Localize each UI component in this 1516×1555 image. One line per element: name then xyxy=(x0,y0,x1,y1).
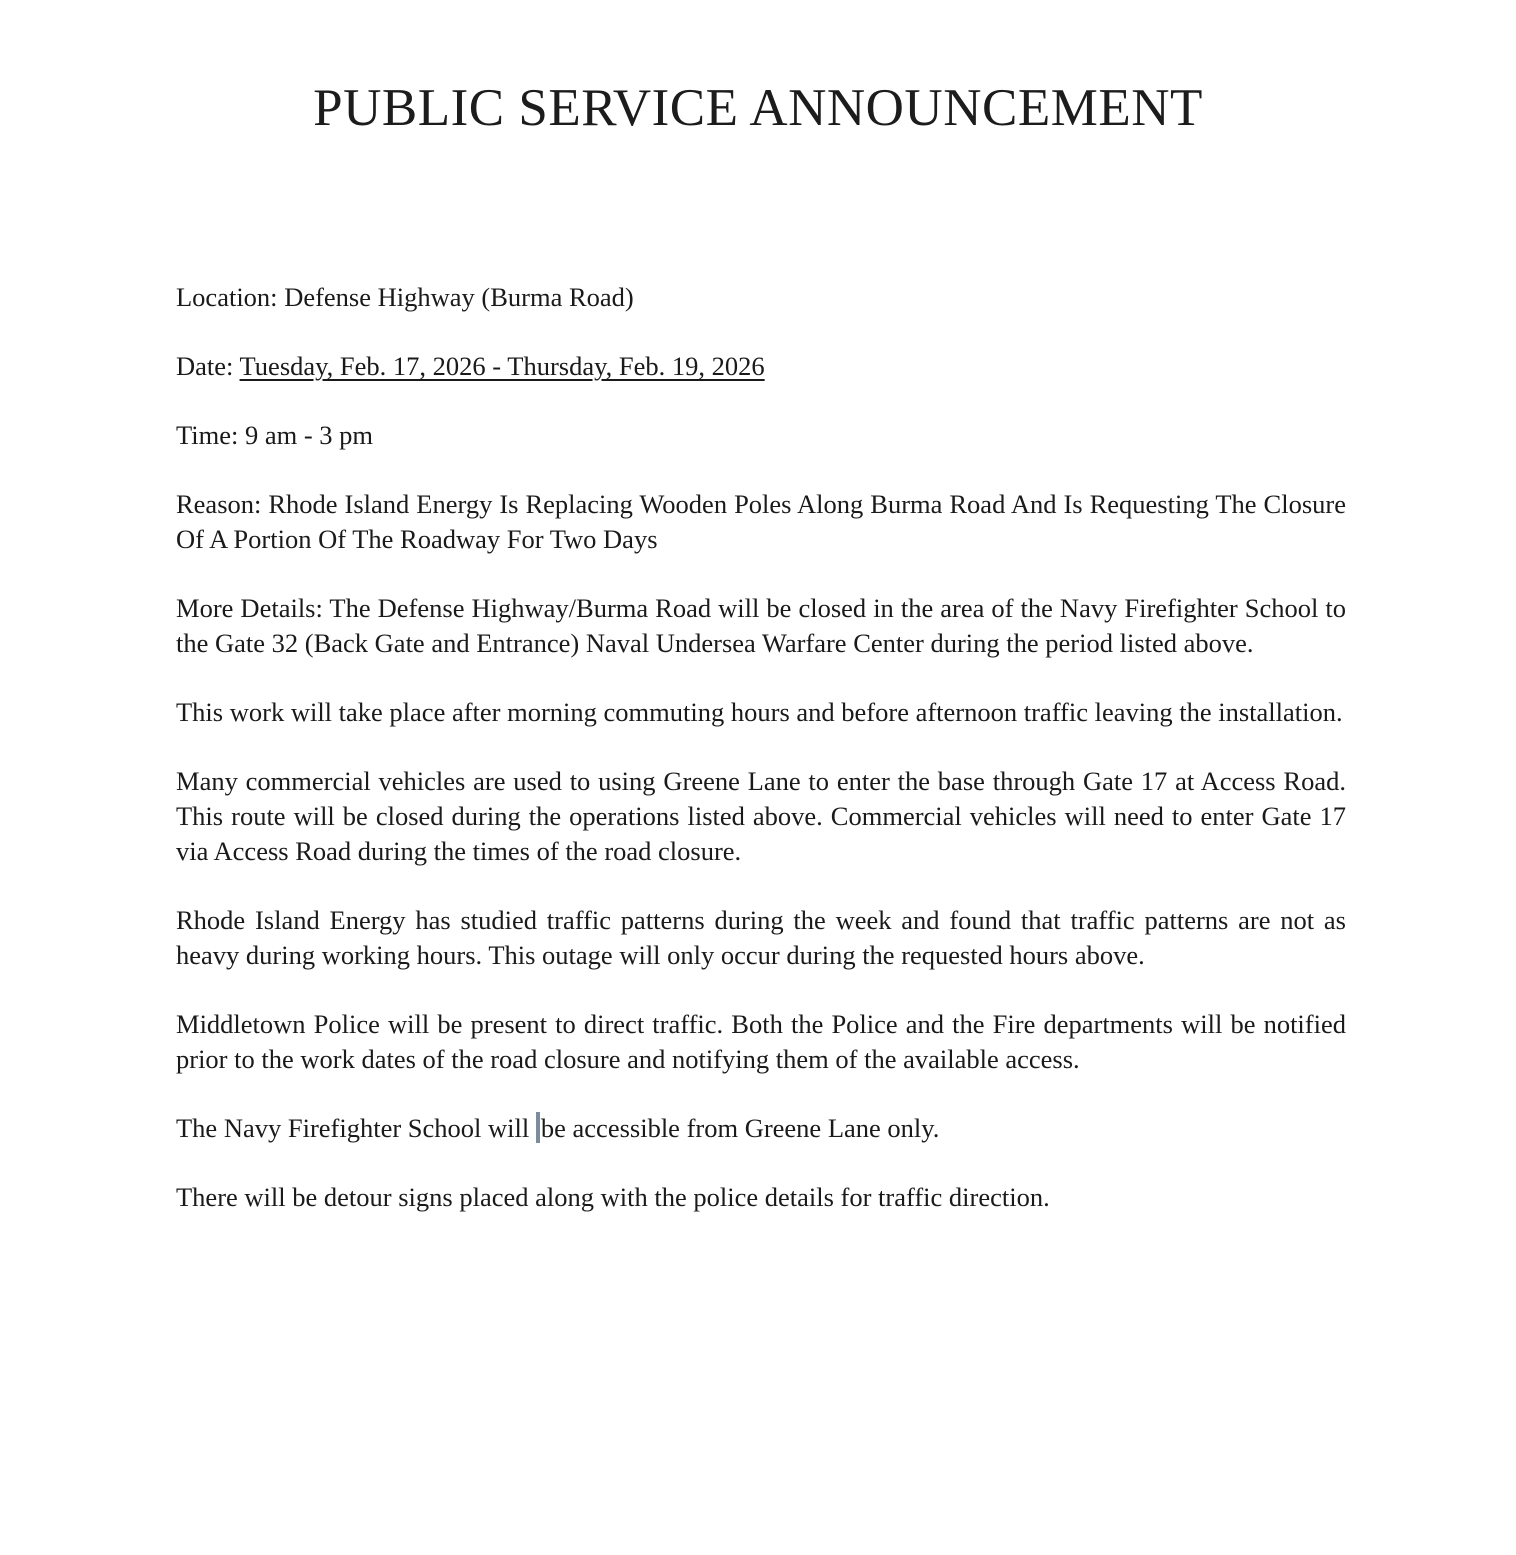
location-label: Location: xyxy=(176,282,285,312)
time-value: 9 am - 3 pm xyxy=(244,420,374,450)
paragraph-reason: Reason: Rhode Island Energy Is Replacing Wooden Poles Along Burma Road And Is Requesting The Closure Of A Portion Of The Roadway For Two Days xyxy=(176,489,1346,554)
text-cursor-caret xyxy=(536,1112,540,1143)
page-title: PUBLIC SERVICE ANNOUNCEMENT xyxy=(313,79,1203,137)
document-body xyxy=(176,280,1346,1215)
firefighter-school-text-before-caret: The Navy Firefighter School will xyxy=(176,1113,536,1143)
date-line xyxy=(176,349,1346,384)
time-line xyxy=(176,418,1346,453)
paragraph-police: Middletown Police will be present to direct traffic. Both the Police and the Fire departments will be notified prior to the work dates of the road closure and notifying them of the available access. xyxy=(176,1009,1346,1074)
paragraph-commercial-vehicles: Many commercial vehicles are used to using Greene Lane to enter the base through Gate 17 at Access Road. This route will be closed during the operations listed above. Commercial vehicles will need to enter Gate 17 via Access Road during the times of the road closure. xyxy=(176,766,1346,866)
paragraph-detour: There will be detour signs placed along with the police details for traffic direction. xyxy=(176,1182,1050,1212)
time-label: Time: xyxy=(176,420,245,450)
firefighter-school-text-after-caret: be accessible from Greene Lane only. xyxy=(540,1113,940,1143)
location-line xyxy=(176,280,1346,315)
paragraph-firefighter-school[interactable] xyxy=(176,1111,1346,1146)
paragraph-timing: This work will take place after morning commuting hours and before afternoon traffic leaving the installation. xyxy=(176,697,1343,727)
date-value: Tuesday, Feb. 17, 2026 - Thursday, Feb. 19, 2026 xyxy=(239,351,765,381)
paragraph-more-details: More Details: The Defense Highway/Burma Road will be closed in the area of the Navy Firefighter School to the Gate 32 (Back Gate and Entrance) Naval Undersea Warfare Center during the period listed above. xyxy=(176,593,1346,658)
paragraph-traffic-study: Rhode Island Energy has studied traffic patterns during the week and found that traffic patterns are not as heavy during working hours. This outage will only occur during the requested hours above. xyxy=(176,905,1346,970)
location-value: Defense Highway (Burma Road) xyxy=(284,282,634,312)
date-label: Date: xyxy=(176,351,240,381)
